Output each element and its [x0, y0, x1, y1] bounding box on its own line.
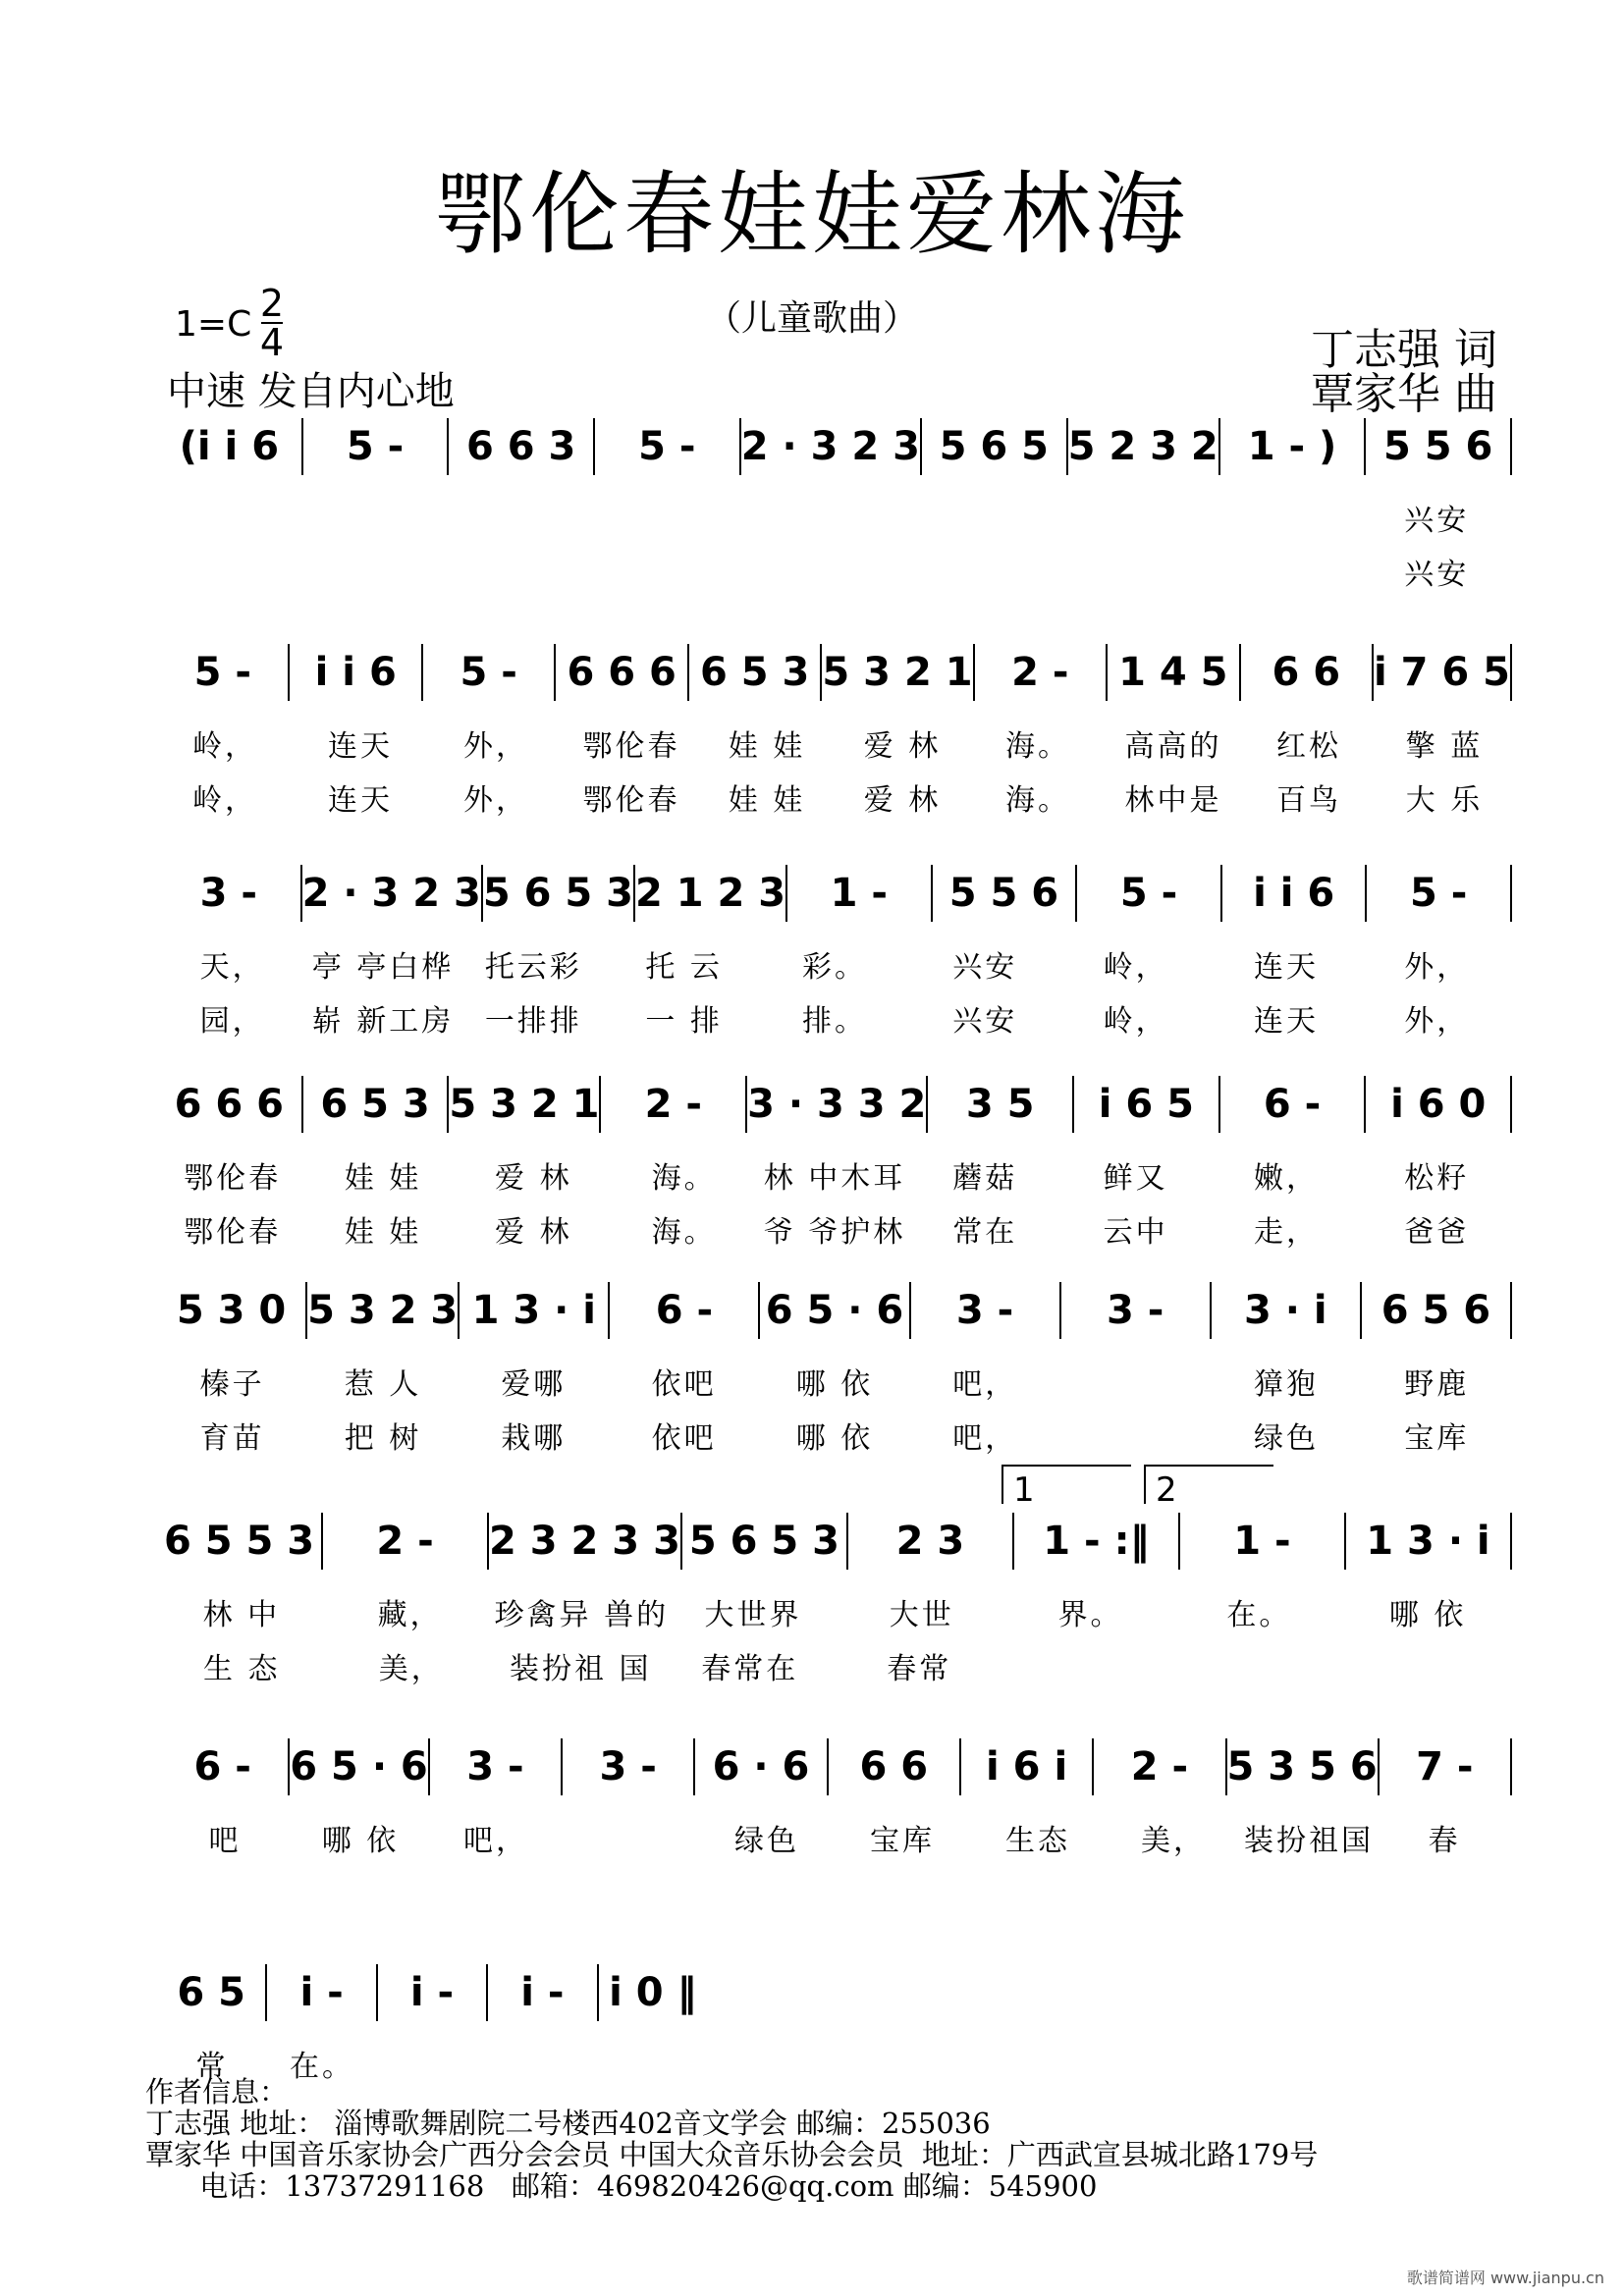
lyric-syllable: 松籽 — [1404, 1161, 1470, 1196]
lyric-syllable — [1211, 496, 1361, 539]
measure: 5 3 2 1 — [822, 650, 973, 695]
measure: 5 5 6 — [1383, 424, 1493, 469]
notation-row — [157, 1281, 1512, 1340]
measure: 1 - — [1233, 1519, 1291, 1564]
lyric-syllable: 吧， — [952, 1421, 1018, 1456]
lyric-syllable: 春常在 — [701, 1652, 799, 1686]
lyric-syllable: 美， — [378, 1652, 444, 1686]
author-info-line: 丁志强 地址： 淄博歌舞剧院二号楼西402音文学会 邮编：255036 — [145, 2107, 991, 2140]
measure: 5 - — [460, 650, 517, 695]
lyric-syllable — [1060, 1414, 1211, 1457]
lyrics-verse-2 — [157, 1644, 1512, 1687]
song-title: 鄂伦春娃娃爱林海 — [434, 162, 1189, 267]
lyrics-verse-1 — [157, 942, 1512, 986]
lyricist-credit: 丁志强 词 — [1311, 325, 1497, 375]
measure: 6 · 6 — [712, 1744, 810, 1789]
second-ending-label: 2 — [1156, 1470, 1177, 1510]
notation-row — [157, 643, 1512, 702]
lyric-syllable — [609, 496, 759, 539]
lyric-syllable — [759, 550, 909, 593]
lyric-syllable — [1173, 1644, 1343, 1687]
notation-row — [157, 1075, 1512, 1134]
lyric-syllable: 娃 娃 — [728, 783, 806, 818]
lyric-syllable — [910, 496, 1060, 539]
measure: 6 5 · 6 — [290, 1744, 428, 1789]
lyric-syllable: 哪 依 — [321, 1824, 400, 1858]
lyrics-verse-1 — [157, 1816, 1512, 1859]
notation-row — [157, 1737, 1512, 1796]
lyric-syllable: 生态 — [1005, 1824, 1070, 1858]
measure: 3 · 3 3 2 — [747, 1082, 927, 1127]
tempo-marking: 中速 发自内心地 — [167, 369, 455, 414]
lyric-syllable: 亭 亭白桦 — [311, 950, 455, 985]
measure: 5 6 5 3 — [482, 871, 633, 916]
second-ending — [1144, 1465, 1273, 1510]
measure: 5 6 5 — [939, 424, 1049, 469]
measure: i 6 0 — [1390, 1082, 1487, 1127]
measure: 3 5 — [965, 1082, 1035, 1127]
lyric-syllable: 常在 — [952, 1215, 1018, 1250]
lyric-syllable — [910, 550, 1060, 593]
lyric-syllable: 连天 — [1253, 950, 1319, 985]
lyric-syllable: 彩。 — [801, 950, 867, 985]
lyric-syllable: 绿色 — [734, 1824, 799, 1858]
measure: i 6 i — [986, 1744, 1068, 1789]
lyric-syllable: 鲜又 — [1103, 1161, 1168, 1196]
measure: 3 - — [599, 1744, 657, 1789]
barline — [1510, 1738, 1512, 1795]
measure: 6 - — [655, 1288, 714, 1333]
lyric-syllable: 海。 — [1005, 729, 1070, 764]
lyric-syllable — [1060, 1360, 1211, 1403]
measure: 5 5 6 — [948, 871, 1059, 916]
time-signature-top: 2 — [259, 282, 285, 325]
measure: i 0 ‖ — [609, 1970, 697, 2015]
lyric-syllable: 海。 — [1005, 783, 1070, 818]
lyric-syllable: 娃 娃 — [344, 1161, 422, 1196]
lyric-syllable: 云中 — [1103, 1215, 1168, 1250]
lyric-syllable: 鄂伦春 — [582, 729, 680, 764]
lyrics-verse-1 — [157, 496, 1512, 539]
measure: 1 - :‖ — [1043, 1519, 1150, 1564]
lyric-syllable: 海。 — [651, 1215, 717, 1250]
measure: 2 · 3 2 3 — [301, 871, 481, 916]
measure: 2 - — [1130, 1744, 1189, 1789]
measure: i - — [520, 1970, 565, 2015]
notation-row — [157, 417, 1512, 476]
barline — [1510, 1076, 1512, 1133]
lyric-syllable: 育苗 — [199, 1421, 265, 1456]
lyric-syllable: 藏， — [377, 1598, 443, 1632]
measure: 5 3 0 — [176, 1288, 287, 1333]
lyric-syllable: 娃 娃 — [344, 1215, 422, 1250]
measure: i - — [299, 1970, 344, 2015]
lyric-syllable — [1343, 1644, 1513, 1687]
barline — [1510, 644, 1512, 701]
lyrics-verse-2 — [157, 996, 1512, 1040]
lyric-syllable: 红松 — [1276, 729, 1341, 764]
measure: 1 - ) — [1247, 424, 1337, 469]
lyric-syllable — [157, 496, 307, 539]
measure: 2 3 2 3 3 — [489, 1519, 680, 1564]
lyric-syllable: 鄂伦春 — [582, 783, 680, 818]
lyric-syllable — [459, 550, 609, 593]
lyric-syllable: 依吧 — [651, 1421, 717, 1456]
measure: 5 - — [346, 424, 405, 469]
lyric-syllable: 林 中木耳 — [763, 1161, 906, 1196]
lyric-syllable: 兴安 — [1404, 504, 1470, 538]
measure: 1 - — [830, 871, 889, 916]
lyric-syllable — [307, 550, 458, 593]
lyric-syllable: 娃 娃 — [728, 729, 806, 764]
lyric-syllable: 吧， — [952, 1367, 1018, 1402]
measure: i - — [409, 1970, 455, 2015]
barline — [1510, 1513, 1512, 1570]
measure: 2 1 2 3 — [634, 871, 786, 916]
measure: 6 5 5 3 — [163, 1519, 315, 1564]
lyric-syllable: 爸爸 — [1404, 1215, 1470, 1250]
lyric-syllable: 一排排 — [484, 1004, 582, 1039]
measure: 6 5 3 — [320, 1082, 430, 1127]
time-signature — [257, 282, 287, 364]
measure: 6 - — [193, 1744, 251, 1789]
barline — [1510, 865, 1512, 922]
lyric-syllable — [1211, 550, 1361, 593]
measure: 5 - — [638, 424, 696, 469]
lyric-syllable: 连天 — [328, 783, 393, 818]
measure: 2 - — [376, 1519, 434, 1564]
lyric-syllable: 林中是 — [1124, 783, 1222, 818]
song-subtitle: （儿童歌曲） — [705, 298, 918, 339]
lyric-syllable: 爱哪 — [501, 1367, 567, 1402]
lyric-syllable: 兴安 — [1404, 558, 1470, 592]
lyric-syllable: 外， — [463, 729, 528, 764]
lyric-syllable: 依吧 — [651, 1367, 717, 1402]
lyric-syllable: 珍禽异 兽的 — [494, 1598, 670, 1632]
measure: 5 - — [1410, 871, 1468, 916]
measure: (i i 6 — [179, 424, 280, 469]
lyric-syllable — [564, 1816, 699, 1859]
lyric-syllable: 嫩， — [1253, 1161, 1319, 1196]
lyrics-verse-1 — [157, 721, 1512, 765]
lyric-syllable: 园， — [199, 1004, 265, 1039]
lyric-syllable: 外， — [1404, 1004, 1470, 1039]
measure: 5 - — [193, 650, 251, 695]
measure: 2 3 — [895, 1519, 965, 1564]
key-signature: 1=C — [175, 304, 252, 345]
lyric-syllable: 一 排 — [645, 1004, 723, 1039]
measure: 3 - — [466, 1744, 524, 1789]
notation-row — [157, 1512, 1512, 1571]
lyric-syllable: 林 中 — [202, 1598, 281, 1632]
lyric-syllable: 吧， — [463, 1824, 528, 1858]
lyric-syllable — [1004, 1644, 1174, 1687]
lyric-syllable: 爱 林 — [495, 1161, 572, 1196]
author-info-heading: 作者信息： — [145, 2075, 289, 2109]
lyric-syllable: 擎 蓝 — [1405, 729, 1484, 764]
lyric-syllable: 吧 — [208, 1824, 242, 1858]
lyric-syllable: 爱 林 — [863, 729, 942, 764]
composer-credit: 覃家华 曲 — [1311, 369, 1497, 419]
measure: i i 6 — [1253, 871, 1335, 916]
measure: 7 - — [1416, 1744, 1474, 1789]
lyric-syllable — [1060, 496, 1211, 539]
barline — [1510, 1282, 1512, 1339]
measure: 5 2 3 2 — [1067, 424, 1218, 469]
measure: 6 6 6 — [567, 650, 677, 695]
author-info — [145, 2076, 1318, 2202]
lyric-syllable: 连天 — [1253, 1004, 1319, 1039]
lyric-syllable — [307, 496, 458, 539]
lyric-syllable — [759, 496, 909, 539]
lyric-syllable: 惹 人 — [344, 1367, 422, 1402]
measure: 6 6 6 — [174, 1082, 285, 1127]
measure: 5 6 5 3 — [688, 1519, 839, 1564]
lyric-syllable: 野鹿 — [1404, 1367, 1470, 1402]
measure: 6 5 3 — [700, 650, 810, 695]
measure: 6 6 — [859, 1744, 929, 1789]
measure: 3 - — [1107, 1288, 1164, 1333]
measure: 2 - — [644, 1082, 702, 1127]
author-info-line: 覃家华 中国音乐家协会广西分会会员 中国大众音乐协会会员 地址：广西武宣县城北路179号 — [145, 2138, 1319, 2171]
measure: 5 3 2 1 — [449, 1082, 600, 1127]
lyrics-verse-2 — [157, 550, 1512, 593]
lyric-syllable: 外， — [463, 783, 528, 818]
lyric-syllable: 蘑菇 — [952, 1161, 1018, 1196]
measure: 5 3 5 6 — [1226, 1744, 1378, 1789]
measure: i i 6 — [314, 650, 397, 695]
lyrics-verse-2 — [157, 775, 1512, 819]
measure: 3 · i — [1244, 1288, 1327, 1333]
measure: 1 3 · i — [1366, 1519, 1490, 1564]
lyric-syllable: 天， — [199, 950, 265, 985]
lyric-syllable: 把 树 — [344, 1421, 422, 1456]
lyrics-verse-1 — [157, 1153, 1512, 1197]
lyric-syllable: 春常 — [887, 1652, 952, 1686]
lyric-syllable: 界。 — [1057, 1598, 1123, 1632]
lyrics-verse-1 — [157, 1360, 1512, 1403]
lyrics-verse-2 — [157, 1414, 1512, 1457]
measure: 5 - — [1119, 871, 1178, 916]
lyrics-verse-1 — [157, 1590, 1512, 1633]
lyric-syllable: 装扮祖 国 — [509, 1652, 652, 1686]
lyric-syllable: 大 乐 — [1405, 783, 1484, 818]
lyric-syllable: 榛子 — [199, 1367, 265, 1402]
lyric-syllable — [157, 550, 307, 593]
lyric-syllable: 獐狍 — [1253, 1367, 1319, 1402]
lyrics-verse-2 — [157, 1207, 1512, 1251]
lyric-syllable: 爱 林 — [495, 1215, 572, 1250]
notation-row — [157, 1963, 707, 2022]
lyric-syllable: 外， — [1404, 950, 1470, 985]
measure: 3 - — [199, 871, 257, 916]
lyric-syllable: 春 — [1428, 1824, 1461, 1858]
notation-row — [157, 864, 1512, 923]
measure: 1 4 5 — [1118, 650, 1228, 695]
lyric-syllable: 岭， — [192, 783, 257, 818]
lyric-syllable: 连天 — [328, 729, 393, 764]
measure: i 6 5 — [1098, 1082, 1194, 1127]
measure: 6 5 · 6 — [765, 1288, 904, 1333]
lyric-syllable — [609, 550, 759, 593]
measure: 3 - — [955, 1288, 1014, 1333]
lyric-syllable: 绿色 — [1253, 1421, 1319, 1456]
lyric-syllable: 大世 — [889, 1598, 954, 1632]
measure: 2 - — [1011, 650, 1069, 695]
lyric-syllable: 爷 爷护林 — [763, 1215, 906, 1250]
measure: 6 - — [1263, 1082, 1322, 1127]
measure: i 7 6 5 — [1373, 650, 1510, 695]
measure: 5 3 2 3 — [307, 1288, 459, 1333]
author-info-line: 电话：13737291168 邮箱：469820426@qq.com 邮编：545900 — [145, 2169, 1098, 2203]
watermark: 歌谱简谱网 www.jianpu.cn — [1406, 2269, 1604, 2287]
lyric-syllable: 走， — [1253, 1215, 1319, 1250]
lyric-syllable: 百鸟 — [1276, 783, 1341, 818]
lyric-syllable: 鄂伦春 — [184, 1161, 282, 1196]
lyric-syllable: 在。 — [1226, 1598, 1292, 1632]
measure: 6 5 — [177, 1970, 245, 2015]
lyric-syllable: 海。 — [651, 1161, 717, 1196]
lyric-syllable: 美， — [1141, 1824, 1206, 1858]
barline — [1510, 418, 1512, 475]
lyric-syllable: 崭 新工房 — [311, 1004, 455, 1039]
lyric-syllable: 高高的 — [1124, 729, 1222, 764]
lyric-syllable: 托 云 — [645, 950, 723, 985]
lyric-syllable: 栽哪 — [501, 1421, 567, 1456]
lyric-syllable: 哪 依 — [795, 1367, 874, 1402]
lyric-syllable: 生 态 — [202, 1652, 281, 1686]
lyric-syllable: 宝库 — [870, 1824, 935, 1858]
first-ending-label: 1 — [1013, 1470, 1035, 1510]
lyric-syllable: 排。 — [801, 1004, 867, 1039]
lyric-syllable: 在。 — [290, 2050, 354, 2084]
lyric-syllable: 爱 林 — [863, 783, 942, 818]
lyric-syllable: 鄂伦春 — [184, 1215, 282, 1250]
lyric-syllable: 常 — [195, 2050, 229, 2084]
lyric-syllable: 托云彩 — [484, 950, 582, 985]
lyric-syllable — [1060, 550, 1211, 593]
lyric-syllable: 大世界 — [704, 1598, 802, 1632]
lyric-syllable: 岭， — [1103, 950, 1168, 985]
measure: 6 6 — [1272, 650, 1341, 695]
lyric-syllable — [459, 496, 609, 539]
measure: 1 3 · i — [471, 1288, 596, 1333]
lyric-syllable: 兴安 — [952, 950, 1018, 985]
lyric-syllable: 哪 依 — [795, 1421, 874, 1456]
measure: 6 5 6 — [1380, 1288, 1491, 1333]
lyric-syllable: 岭， — [1103, 1004, 1168, 1039]
measure: 6 6 3 — [466, 424, 576, 469]
lyric-syllable: 装扮祖国 — [1244, 1824, 1374, 1858]
lyric-syllable: 岭， — [192, 729, 257, 764]
time-signature-bottom: 4 — [259, 321, 285, 364]
lyric-syllable: 宝库 — [1404, 1421, 1470, 1456]
measure: 2 · 3 2 3 — [740, 424, 920, 469]
lyric-syllable: 兴安 — [952, 1004, 1018, 1039]
lyric-syllable: 哪 依 — [1388, 1598, 1467, 1632]
first-ending — [1001, 1465, 1131, 1510]
